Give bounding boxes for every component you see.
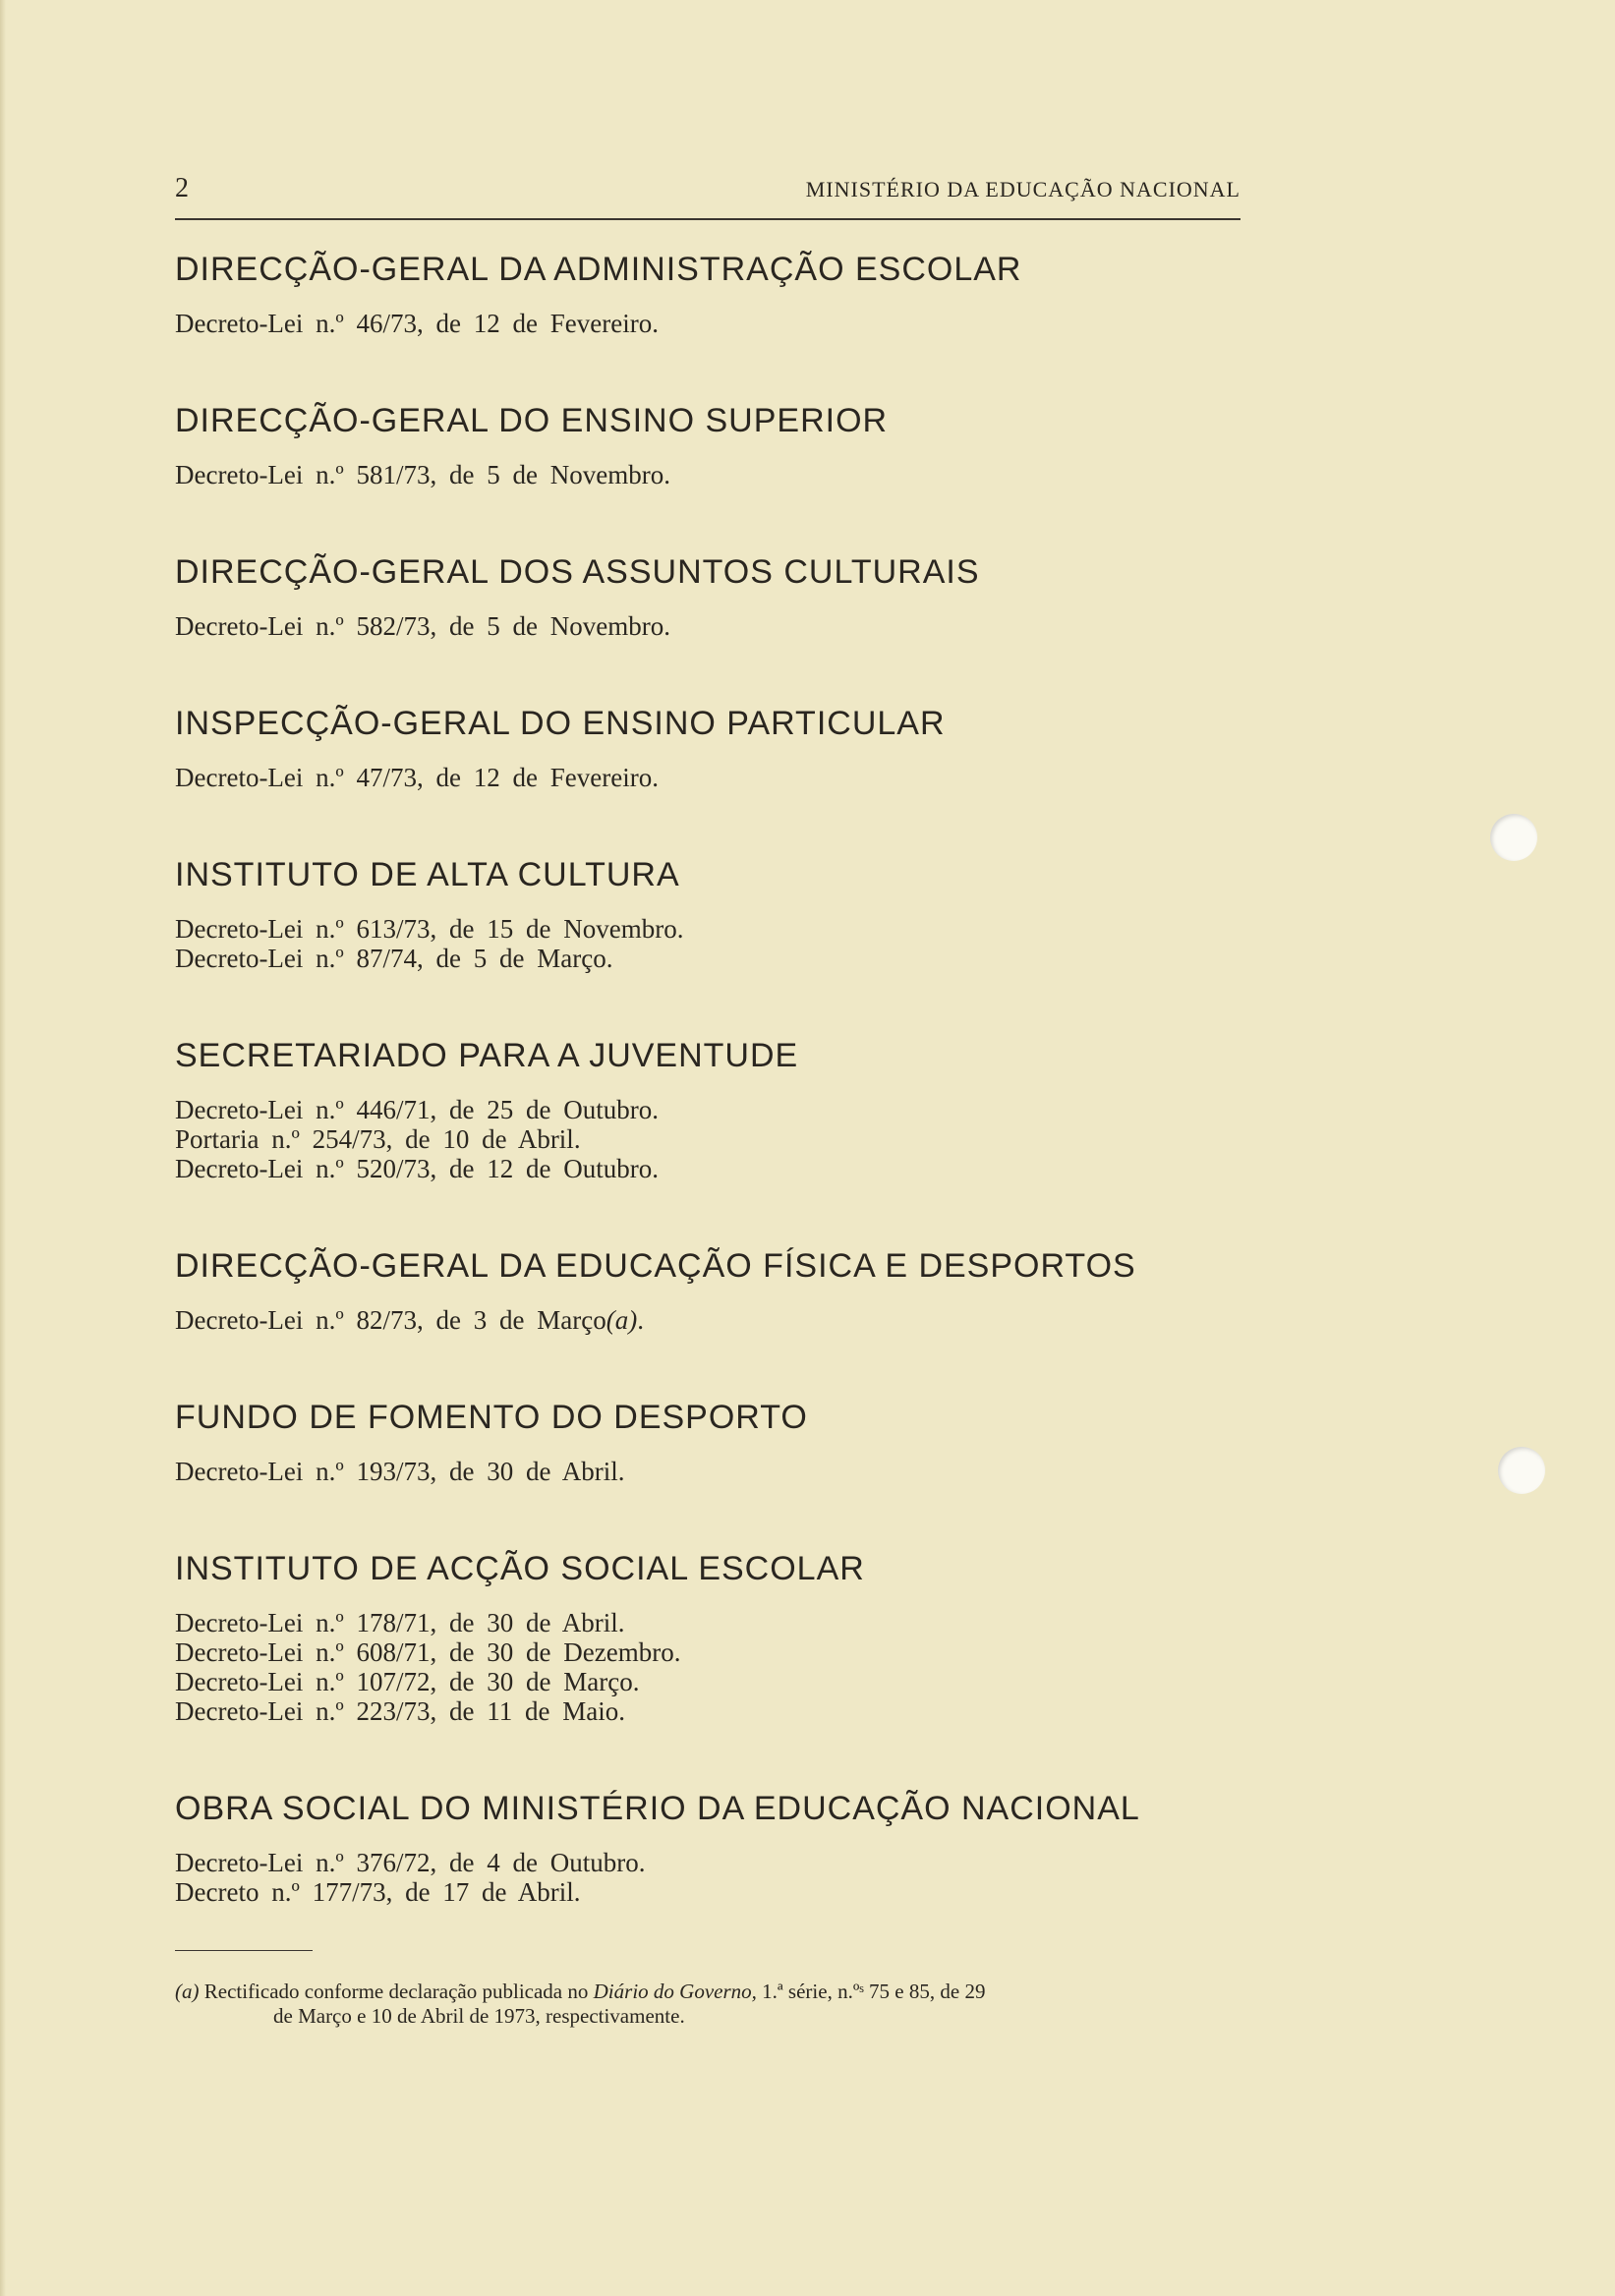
running-head: MINISTÉRIO DA EDUCAÇÃO NACIONAL <box>805 177 1240 201</box>
footnote-text-continued: 1.ª série, n.ºˢ 75 e 85, de 29 <box>762 1980 986 2003</box>
legislation-entry: Decreto-Lei n.º 178/71, de 30 de Abril. <box>175 1608 625 1637</box>
page-header <box>175 173 1240 220</box>
document-body <box>175 244 1256 1907</box>
section-obra-social <box>175 1783 1256 1907</box>
section-juventude <box>175 1030 1256 1183</box>
legislation-entry: Decreto-Lei n.º 87/74, de 5 de Março. <box>175 944 613 973</box>
footnote-mark: (a) <box>175 1980 200 2003</box>
section-assuntos-culturais <box>175 546 1256 641</box>
section-title: FUNDO DE FOMENTO DO DESPORTO <box>175 1399 808 1436</box>
footnote-text: Rectificado conforme declaração publicada no <box>203 1980 589 2003</box>
legislation-entry: Decreto-Lei n.º 446/71, de 25 de Outubro. <box>175 1095 659 1124</box>
section-title: INSPECÇÃO-GERAL DO ENSINO PARTICULAR <box>175 705 946 742</box>
legislation-entry: Decreto-Lei n.º 193/73, de 30 de Abril. <box>175 1457 625 1486</box>
legislation-entry: Portaria n.º 254/73, de 10 de Abril. <box>175 1124 581 1154</box>
legislation-entry: Decreto-Lei n.º 520/73, de 12 de Outubro. <box>175 1154 659 1183</box>
section-fomento-desporto <box>175 1392 1256 1486</box>
section-title: DIRECÇÃO-GERAL DO ENSINO SUPERIOR <box>175 402 889 439</box>
legislation-entry: Decreto-Lei n.º 107/72, de 30 de Março. <box>175 1667 640 1696</box>
section-title: SECRETARIADO PARA A JUVENTUDE <box>175 1037 799 1074</box>
footnote-line-2: de Março e 10 de Abril de 1973, respectivamente. <box>273 2004 685 2028</box>
section-administracao-escolar <box>175 244 1256 338</box>
section-title: DIRECÇÃO-GERAL DA ADMINISTRAÇÃO ESCOLAR <box>175 251 1022 288</box>
section-title: OBRA SOCIAL DO MINISTÉRIO DA EDUCAÇÃO NACIONAL <box>175 1790 1140 1827</box>
punch-hole <box>1498 1447 1545 1494</box>
page-edge <box>0 0 6 2296</box>
section-title: DIRECÇÃO-GERAL DA EDUCAÇÃO FÍSICA E DESPORTOS <box>175 1247 1136 1285</box>
footnote-divider <box>175 1950 313 1951</box>
section-ensino-particular <box>175 698 1256 792</box>
legislation-entry <box>175 1305 1256 1335</box>
section-alta-cultura <box>175 849 1256 973</box>
legislation-entry: Decreto-Lei n.º 582/73, de 5 de Novembro. <box>175 611 670 641</box>
legislation-entry: Decreto n.º 177/73, de 17 de Abril. <box>175 1877 581 1907</box>
legislation-entry: Decreto-Lei n.º 613/73, de 15 de Novembro. <box>175 914 684 944</box>
legislation-entry: Decreto-Lei n.º 46/73, de 12 de Fevereiro. <box>175 309 659 338</box>
section-title: DIRECÇÃO-GERAL DOS ASSUNTOS CULTURAIS <box>175 553 980 591</box>
legislation-entry: Decreto-Lei n.º 581/73, de 5 de Novembro. <box>175 460 670 489</box>
legislation-entry: Decreto-Lei n.º 223/73, de 11 de Maio. <box>175 1696 625 1726</box>
section-title: INSTITUTO DE ALTA CULTURA <box>175 856 680 893</box>
section-accao-social-escolar <box>175 1543 1256 1726</box>
section-educacao-fisica <box>175 1240 1256 1335</box>
section-ensino-superior <box>175 395 1256 489</box>
footnote-reference: (a) <box>606 1305 638 1335</box>
legislation-entry: Decreto-Lei n.º 608/71, de 30 de Dezembro. <box>175 1637 681 1667</box>
entry-text: Decreto-Lei n.º 82/73, de 3 de Março <box>175 1305 606 1335</box>
footnote-journal: Diário do Governo, <box>593 1980 757 2003</box>
footnote <box>175 1980 1237 2029</box>
punch-hole <box>1490 814 1537 861</box>
section-title: INSTITUTO DE ACÇÃO SOCIAL ESCOLAR <box>175 1550 865 1587</box>
entry-punctuation: . <box>637 1305 644 1335</box>
legislation-entry: Decreto-Lei n.º 47/73, de 12 de Fevereiro. <box>175 763 659 792</box>
legislation-entry: Decreto-Lei n.º 376/72, de 4 de Outubro. <box>175 1848 646 1877</box>
page-number: 2 <box>175 173 189 203</box>
